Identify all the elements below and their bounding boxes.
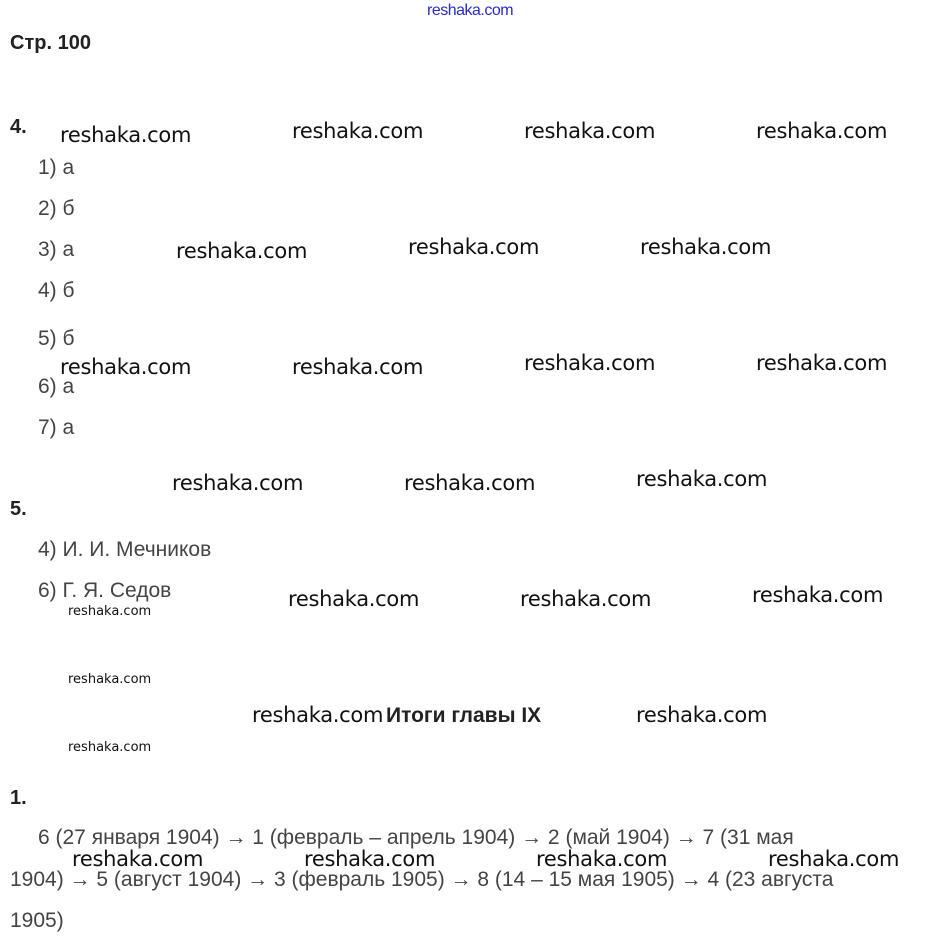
watermark-small: reshaka.com [68, 604, 152, 619]
watermark: reshaka.com [172, 471, 304, 495]
watermark: reshaka.com [636, 467, 768, 491]
answer-item: 1) а [38, 156, 75, 179]
watermark: reshaka.com [72, 847, 204, 871]
watermark: reshaka.com [292, 355, 424, 379]
watermark: reshaka.com [520, 587, 652, 611]
sequence-line: 6 (27 января 1904) → 1 (февраль – апрель 1904) → 2 (май 1904) → 7 (31 мая [38, 826, 794, 849]
watermark: reshaka.com [752, 583, 884, 607]
sequence-line: 1904) → 5 (август 1904) → 3 (февраль 1905) → 8 (14 – 15 мая 1905) → 4 (23 августа [10, 868, 834, 891]
watermark: reshaka.com [252, 703, 384, 727]
watermark-small: reshaka.com [68, 740, 152, 755]
watermark: reshaka.com [60, 355, 192, 379]
watermark: reshaka.com [636, 703, 768, 727]
answer-item: 4) б [38, 279, 75, 302]
watermark: reshaka.com [768, 847, 900, 871]
answer-item: 7) а [38, 416, 75, 439]
watermark: reshaka.com [756, 119, 888, 143]
watermark: reshaka.com [524, 351, 656, 375]
answer-item: 4) И. И. Мечников [38, 538, 212, 561]
question-number-1: 1. [10, 787, 27, 809]
answer-item: 5) б [38, 327, 75, 350]
answer-item: 6) а [38, 375, 75, 398]
watermark: reshaka.com [288, 587, 420, 611]
question-number-4: 4. [10, 116, 27, 138]
watermark: reshaka.com [536, 847, 668, 871]
watermark: reshaka.com [640, 235, 772, 259]
watermark: reshaka.com [292, 119, 424, 143]
watermark: reshaka.com [60, 123, 192, 147]
site-header-link[interactable]: reshaka.com [427, 2, 514, 19]
section-title: Итоги главы IX [386, 704, 542, 727]
page-reference: Стр. 100 [10, 32, 91, 54]
watermark: reshaka.com [756, 351, 888, 375]
watermark: reshaka.com [304, 847, 436, 871]
watermark-small: reshaka.com [68, 672, 152, 687]
watermark: reshaka.com [404, 471, 536, 495]
watermark: reshaka.com [408, 235, 540, 259]
answer-item: 6) Г. Я. Седов [38, 579, 172, 602]
answer-item: 3) а [38, 238, 75, 261]
answer-item: 2) б [38, 197, 75, 220]
watermark: reshaka.com [524, 119, 656, 143]
question-number-5: 5. [10, 498, 27, 520]
sequence-line: 1905) [10, 909, 64, 932]
watermark: reshaka.com [176, 239, 308, 263]
